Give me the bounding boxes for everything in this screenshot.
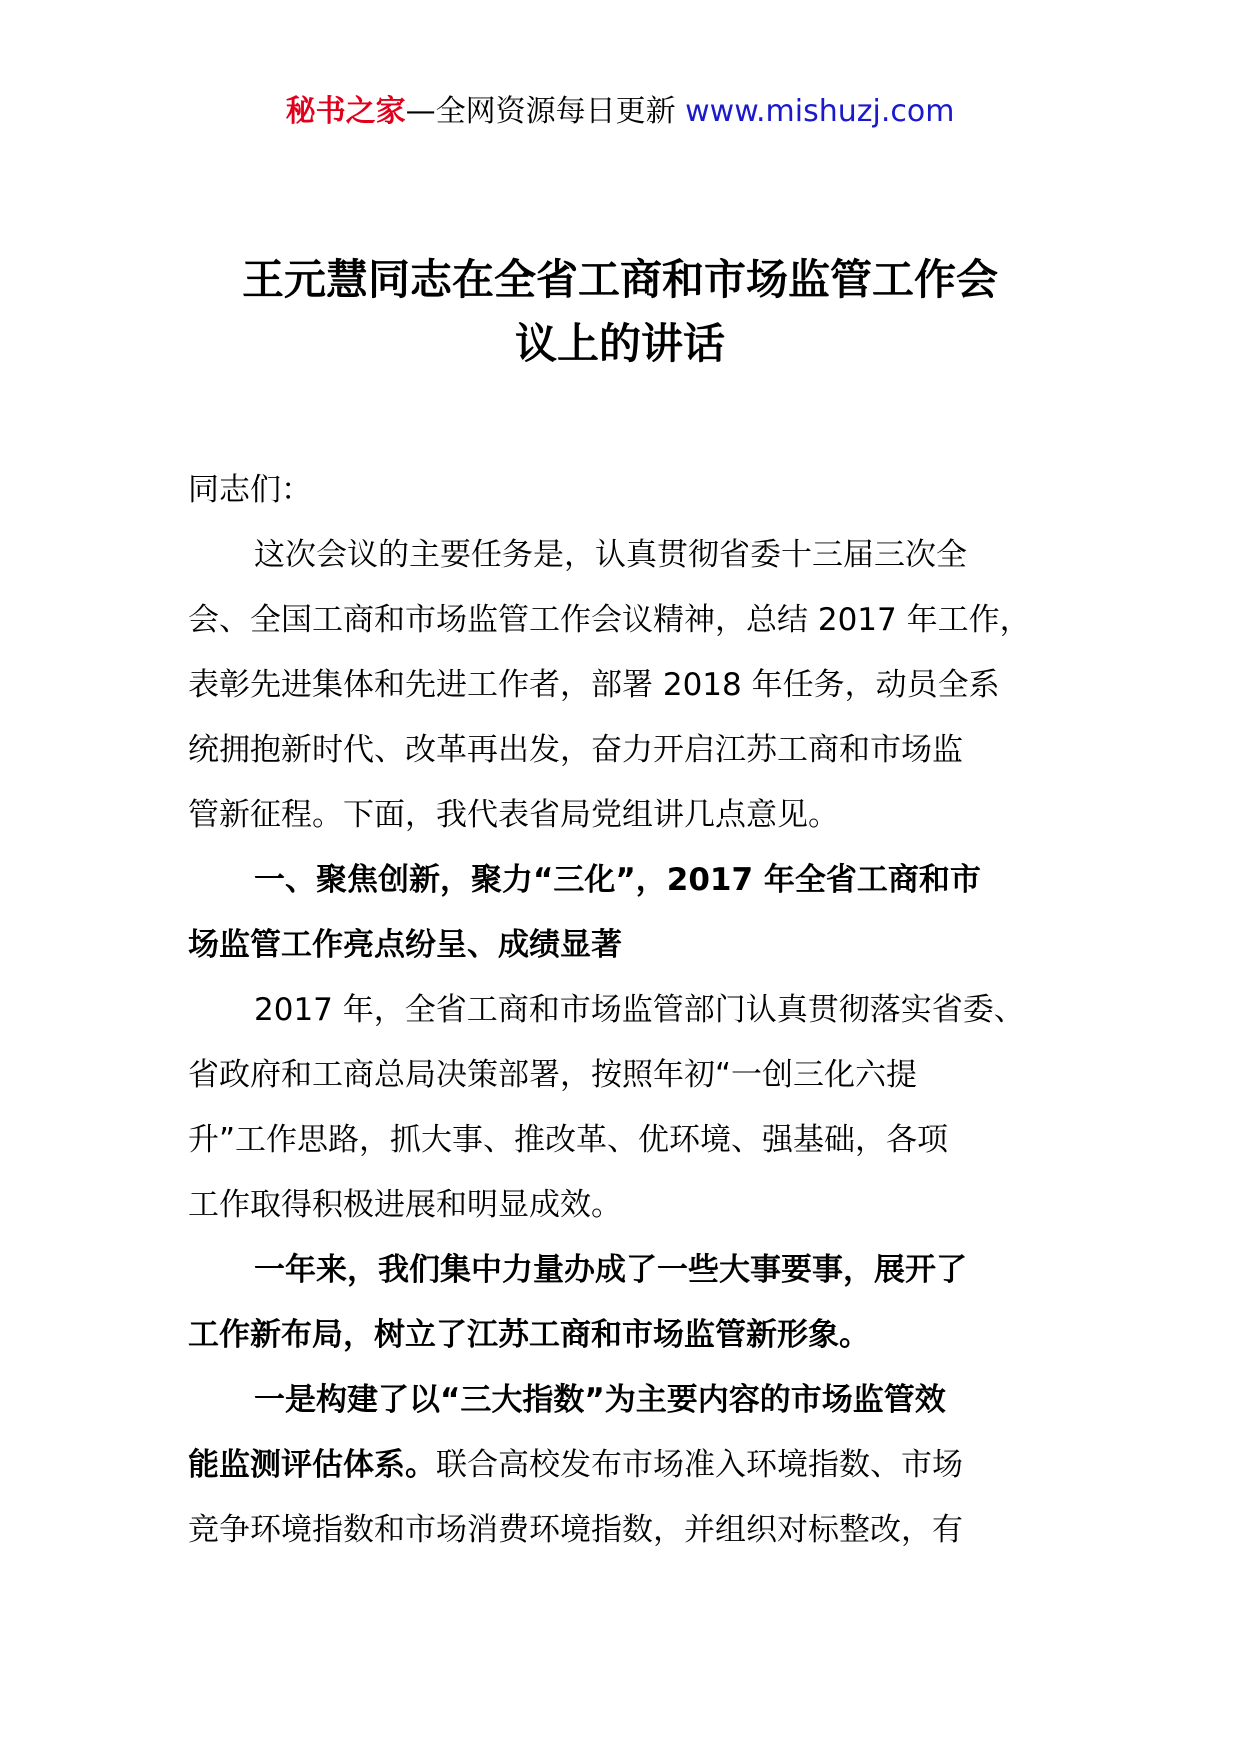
text-line: 竞争环境指数和市场消费环境指数，并组织对标整改，有 bbox=[188, 1512, 963, 1548]
salutation: 同志们： bbox=[188, 472, 312, 508]
text-line bbox=[188, 1433, 1068, 1498]
paragraph-summary bbox=[188, 978, 1068, 1238]
title-line-2: 议上的讲话 bbox=[514, 319, 725, 368]
text-line: 一是构建了以“三大指数”为主要内容的市场监管效 bbox=[254, 1382, 946, 1418]
point-one-lead: 能监测评估体系。 bbox=[188, 1447, 436, 1483]
brand-name: 秘书之家 bbox=[285, 94, 406, 129]
point-one-text: 联合高校发布市场准入环境指数、市场 bbox=[436, 1447, 963, 1483]
text-line: 管新征程。下面，我代表省局党组讲几点意见。 bbox=[188, 797, 839, 833]
document-body bbox=[188, 458, 1068, 1563]
text-line: 一年来，我们集中力量办成了一些大事要事，展开了 bbox=[254, 1252, 967, 1288]
paragraph-year-review bbox=[188, 1238, 1068, 1368]
document-title bbox=[200, 248, 1040, 376]
text-line: 工作新布局，树立了江苏工商和市场监管新形象。 bbox=[188, 1317, 870, 1353]
text-line: 表彰先进集体和先进工作者，部署 2018 年任务，动员全系 bbox=[188, 667, 1000, 703]
paragraph-point-one bbox=[188, 1368, 1068, 1563]
site-url-link[interactable]: www.mishuzj.com bbox=[685, 94, 955, 129]
paragraph-intro bbox=[188, 523, 1068, 848]
text-line: 升”工作思路，抓大事、推改革、优环境、强基础，各项 bbox=[188, 1122, 949, 1158]
heading-line: 场监管工作亮点纷呈、成绩显著 bbox=[188, 927, 622, 963]
title-line-1: 王元慧同志在全省工商和市场监管工作会 bbox=[241, 255, 998, 304]
heading-line: 一、聚焦创新，聚力“三化”，2017 年全省工商和市 bbox=[254, 862, 981, 898]
header-tagline: —全网资源每日更新 bbox=[405, 94, 676, 129]
site-header bbox=[0, 92, 1240, 132]
text-line: 这次会议的主要任务是，认真贯彻省委十三届三次全 bbox=[254, 537, 967, 573]
text-line: 统拥抱新时代、改革再出发，奋力开启江苏工商和市场监 bbox=[188, 732, 963, 768]
text-line: 会、全国工商和市场监管工作会议精神，总结 2017 年工作， bbox=[188, 602, 1031, 638]
section-heading-1 bbox=[188, 848, 1068, 978]
text-line: 工作取得积极进展和明显成效。 bbox=[188, 1187, 622, 1223]
text-line: 省政府和工商总局决策部署，按照年初“一创三化六提 bbox=[188, 1057, 918, 1093]
text-line: 2017 年，全省工商和市场监管部门认真贯彻落实省委、 bbox=[254, 992, 1025, 1028]
